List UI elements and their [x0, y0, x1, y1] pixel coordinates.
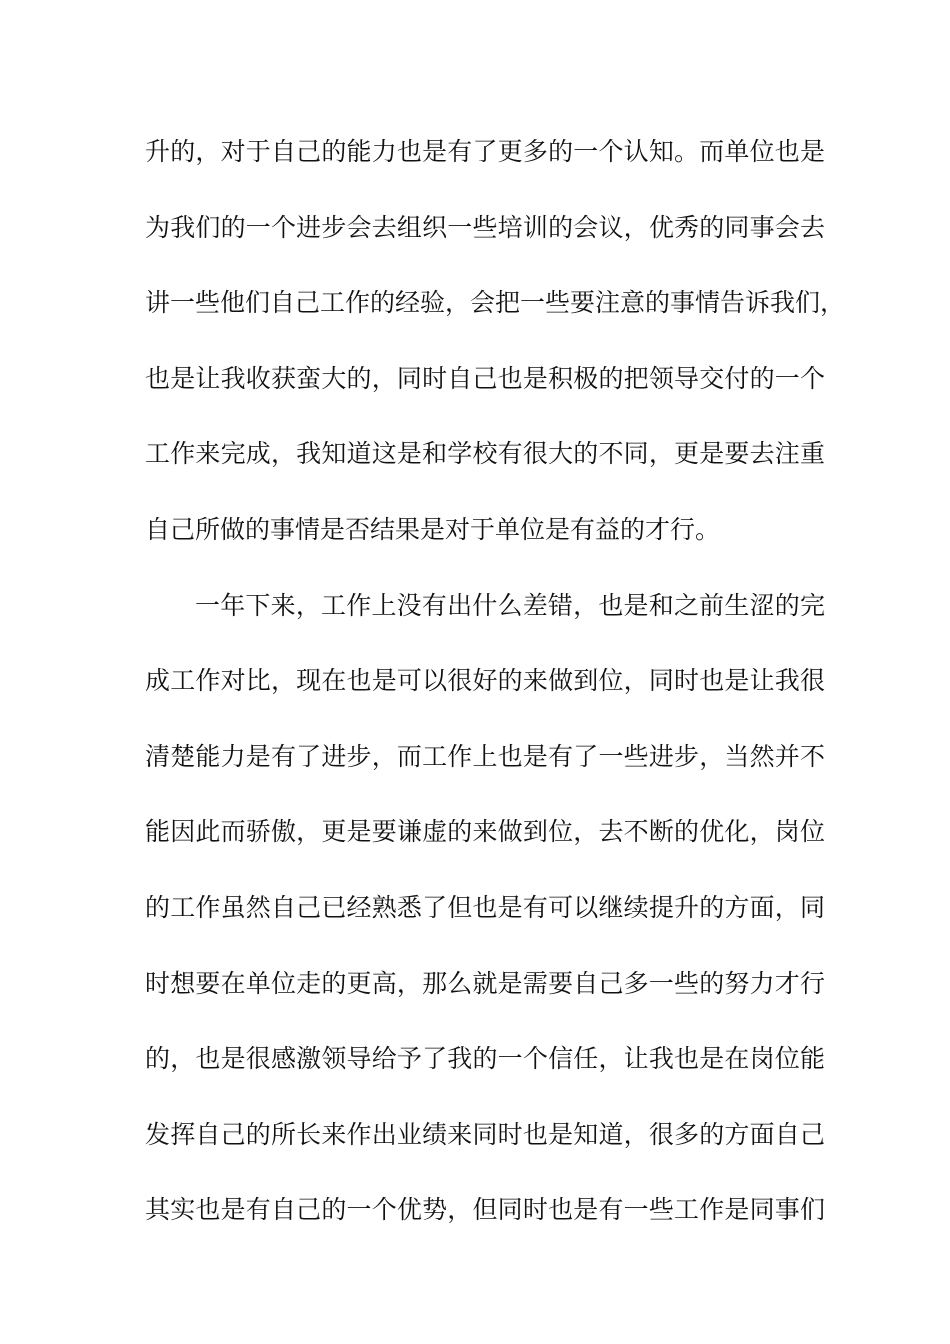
- text-line: 其实也是有自己的一个优势，但同时也是有一些工作是同事们: [145, 1195, 825, 1225]
- body-text: [145, 129, 846, 1263]
- text-line: 一年下来，工作上没有出什么差错，也是和之前生涩的完: [195, 590, 825, 620]
- text-line: 的工作虽然自己已经熟悉了但也是有可以继续提升的方面，同: [145, 892, 825, 922]
- text-line: 清楚能力是有了进步，而工作上也是有了一些进步，当然并不: [145, 741, 825, 771]
- text-line: 讲一些他们自己工作的经验，会把一些要注意的事情告诉我们，: [145, 288, 846, 318]
- text-line: 成工作对比，现在也是可以很好的来做到位，同时也是让我很: [145, 666, 825, 696]
- text-line: 时想要在单位走的更高，那么就是需要自己多一些的努力才行: [145, 968, 825, 998]
- text-line: 也是让我收获蛮大的，同时自己也是积极的把领导交付的一个: [145, 363, 825, 393]
- text-line: 工作来完成，我知道这是和学校有很大的不同，更是要去注重: [145, 439, 825, 469]
- text-line: 发挥自己的所长来作出业绩来同时也是知道，很多的方面自己: [145, 1119, 825, 1149]
- text-line: 的，也是很感激领导给予了我的一个信任，让我也是在岗位能: [145, 1044, 825, 1074]
- text-line: 能因此而骄傲，更是要谦虚的来做到位，去不断的优化，岗位: [145, 817, 825, 847]
- text-line: 升的，对于自己的能力也是有了更多的一个认知。而单位也是: [145, 137, 825, 166]
- text-line: 自己所做的事情是否结果是对于单位是有益的才行。: [145, 514, 721, 544]
- text-line: 为我们的一个进步会去组织一些培训的会议，优秀的同事会去: [145, 212, 825, 242]
